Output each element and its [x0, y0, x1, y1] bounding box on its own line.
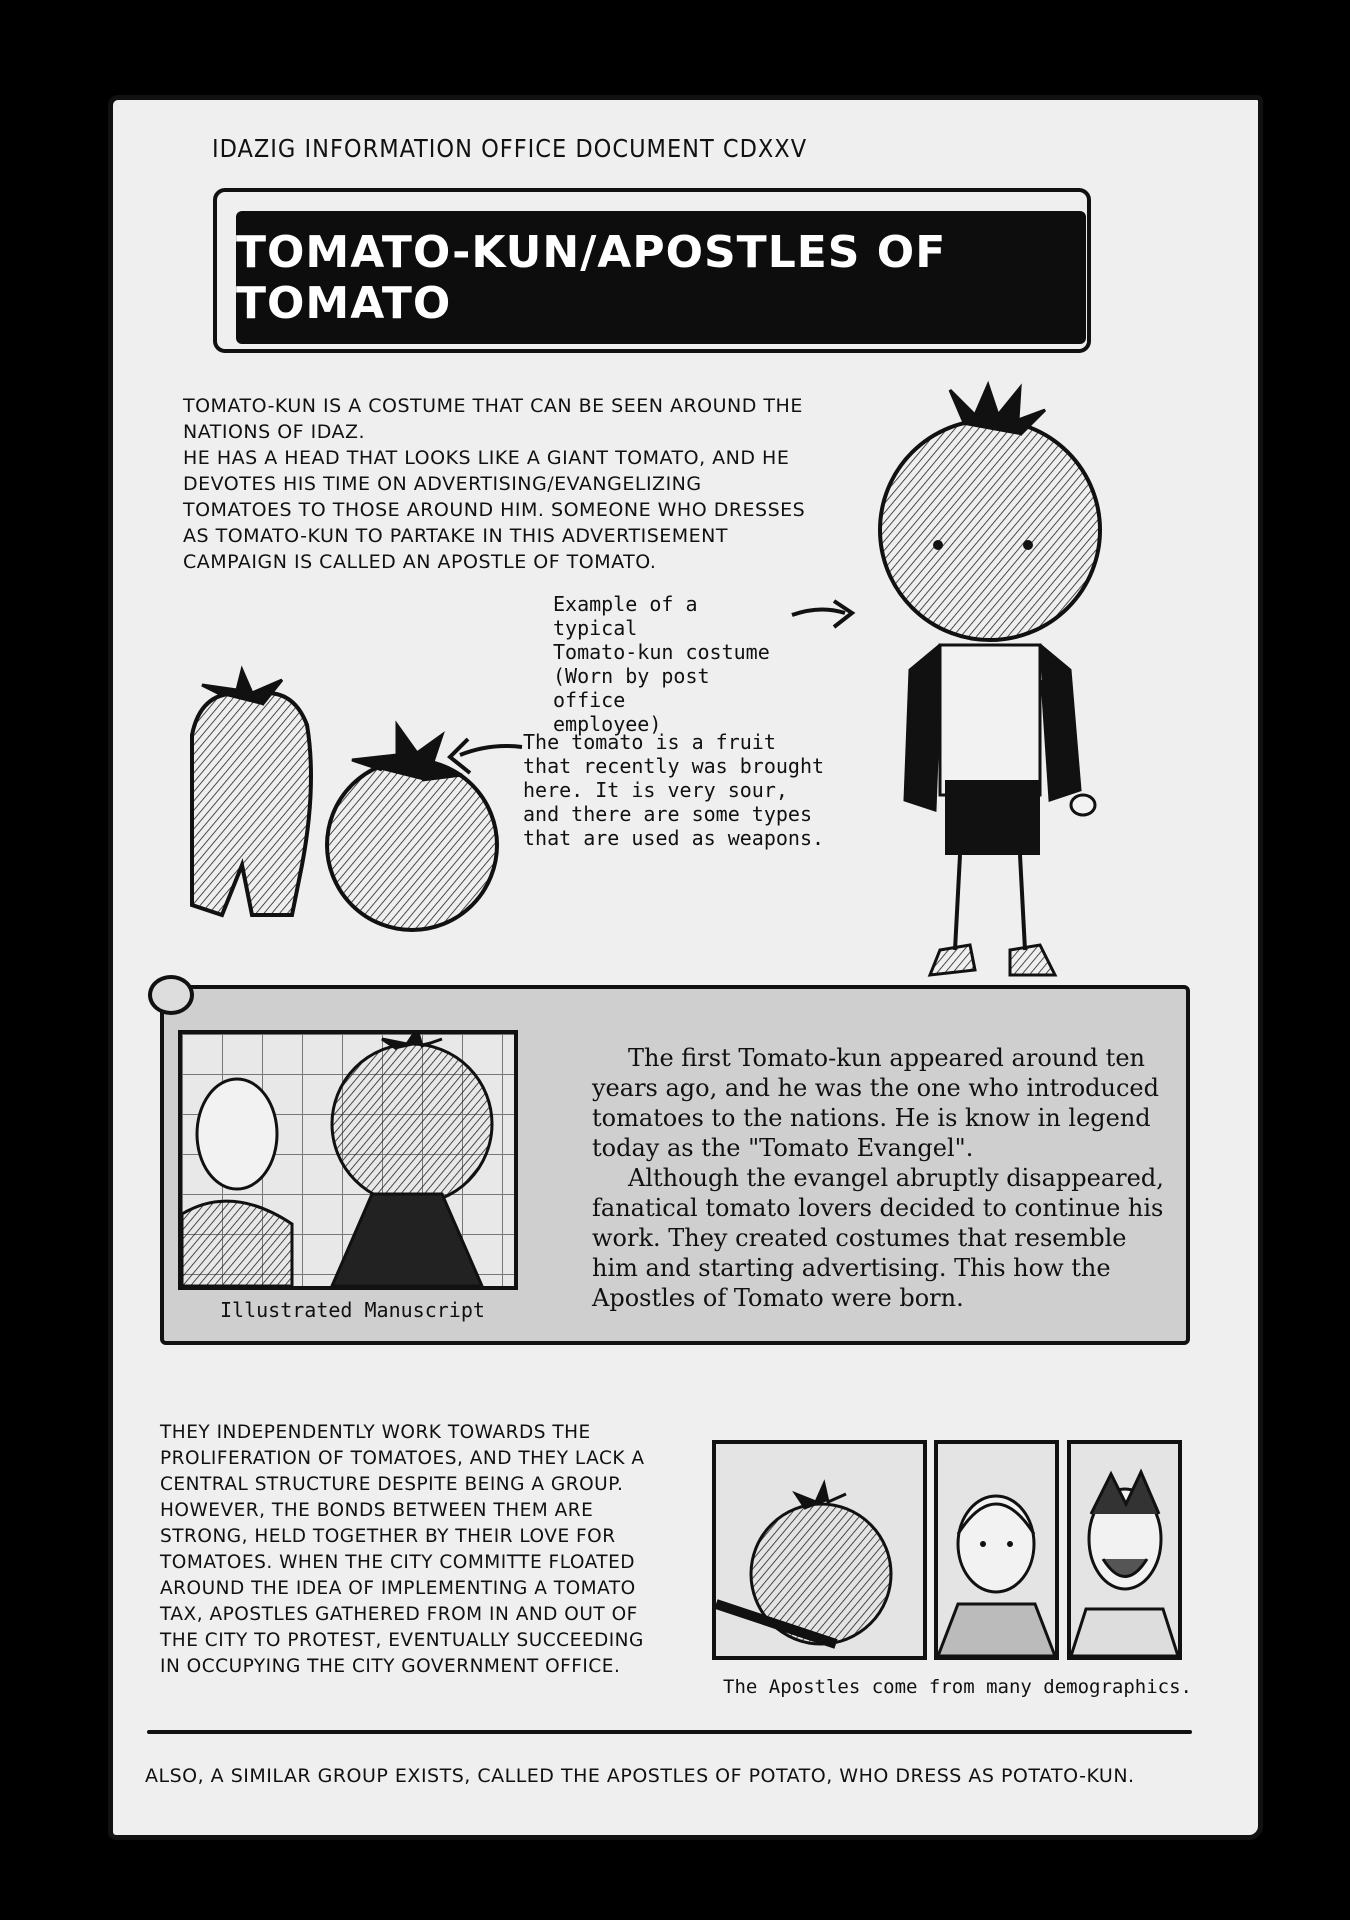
manuscript-caption: Illustrated Manuscript — [220, 1298, 485, 1322]
costume-note: Example of a typical Tomato-kun costume (Worn by post office employee) — [553, 592, 770, 736]
tomatoes-illustration — [182, 665, 512, 935]
tomato-kun-illustration — [870, 380, 1140, 1000]
apostles-paragraph: THEY INDEPENDENTLY WORK TOWARDS THE PROLIFERATION OF TOMATOES, AND THEY LACK A CENTRAL STRUCTURE DESPITE BEING A GROUP. HOWEVER, THE BONDS BETWEEN THEM ARE STRONG, HELD TOGETHER BY THEIR LOVE FOR TOMATOES. WHEN THE CITY COMMITTE FLOATED AROUND THE IDEA OF IMPLEMENTING A TOMATO TAX, APOSTLES GATHERED FROM IN AND OUT OF THE CITY TO PROTEST, EVENTUALLY SUCCEEDING IN OCCUPYING THE CITY GOVERNMENT OFFICE. — [160, 1422, 645, 1677]
history-paragraph-2: Although the evangel abruptly disappeared, fanatical tomato lovers decided to continue his work. They created costumes that resemble him and starting advertising. This how the Apostles of Tomato were born. — [592, 1164, 1164, 1312]
arrow-right-icon — [790, 595, 860, 635]
panel-old-apostle — [1067, 1440, 1182, 1660]
intro-paragraph: TOMATO-KUN IS A COSTUME THAT CAN BE SEEN AROUND THE NATIONS OF IDAZ. HE HAS A HEAD THAT LOOKS LIKE A GIANT TOMATO, AND HE DEVOTES HIS TIME ON ADVERTISING/EVANGELIZING TOMATOES TO THOSE AROUND HIM. SOMEONE WHO DRESSES AS TOMATO-KUN TO PARTAKE IN THIS ADVERTISEMENT CAMPAIGN IS CALLED AN APOSTLE OF TOMATO. — [183, 395, 806, 573]
divider — [147, 1730, 1192, 1734]
panels-caption: The Apostles come from many demographics. — [723, 1676, 1192, 1698]
illustrated-manuscript-image — [178, 1030, 518, 1290]
history-text — [592, 1043, 1172, 1313]
panel-young-apostle — [934, 1440, 1059, 1660]
document-header: IDAZIG INFORMATION OFFICE DOCUMENT CDXXV — [212, 134, 808, 163]
title-banner — [236, 211, 1086, 344]
page-title: TOMATO-KUN/APOSTLES OF TOMATO — [236, 226, 947, 329]
fruit-note: The tomato is a fruit that recently was brought here. It is very sour, and there are some types that are used as weapons. — [523, 730, 825, 850]
footer-note: ALSO, A SIMILAR GROUP EXISTS, CALLED THE APOSTLES OF POTATO, WHO DRESS AS POTATO-KUN. — [145, 1765, 1135, 1787]
panel-tomato-head — [712, 1440, 927, 1660]
history-paragraph-1: The first Tomato-kun appeared around ten years ago, and he was the one who introduced tomatoes to the nations. He is know in legend today as the "Tomato Evangel". — [592, 1044, 1159, 1162]
scroll-curl — [148, 975, 194, 1015]
